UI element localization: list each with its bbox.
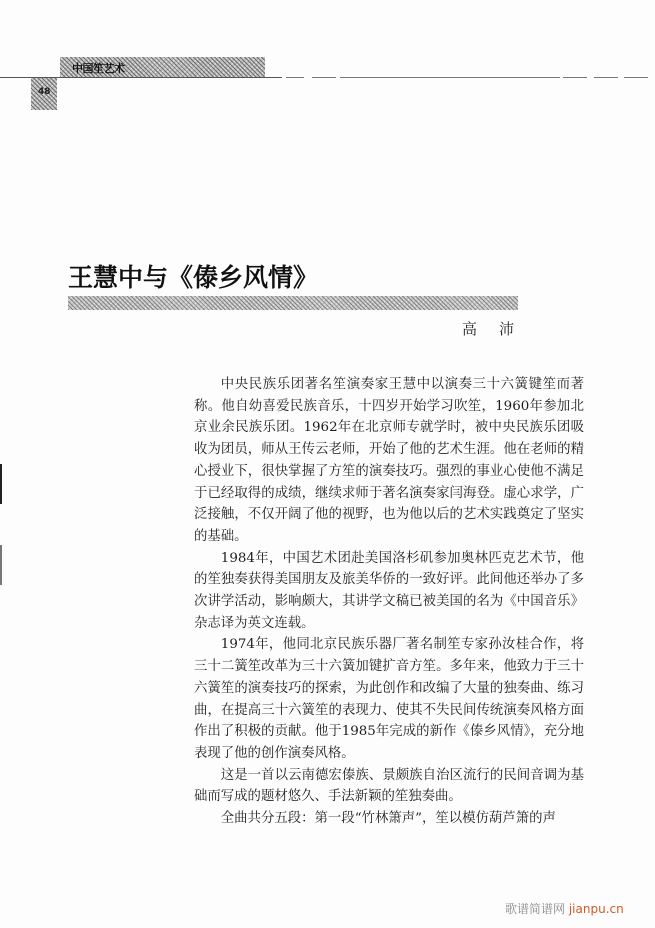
header-dash [312,77,336,78]
article-body [194,374,584,830]
watermark-domain: jianpu.cn [568,902,624,916]
article-author: 高沛 [462,320,537,338]
scan-margin-mark [0,545,2,585]
header-dash [594,77,618,78]
page-number: 48 [38,87,51,97]
paragraph: 中央民族乐团著名笙演奏家王慧中以演奏三十六簧键笙而著称。他自幼喜爱民族音乐，十四岁开始学习吹笙，1960年参加北京业余民族乐团。1962年在北京师专就学时，被中央民族乐团吸收为团员，师从王传云老师，开始了他的艺术生涯。他在老师的精心授业下，很快掌握了方笙的演奏技巧。强烈的事业心使他不满足于已经取得的成绩，继续求师于著名演奏家闫海登。虚心求学，广泛接触，不仅开阔了他的视野，也为他以后的艺术实践奠定了坚实的基础。 [194,377,584,544]
header-section-label: 中国笙艺术 [72,62,125,75]
header-dash [286,77,304,78]
paragraph: 全曲共分五段：第一段“竹林箫声”，笙以模仿葫芦箫的声 [220,811,556,827]
watermark [505,900,624,917]
watermark-site-name: 歌谱简谱网 [505,902,566,916]
header-dash [563,77,587,78]
title-underline-band [68,296,518,310]
scan-margin-mark [0,464,2,504]
paragraph: 1974年，他同北京民族乐器厂著名制笙专家孙汝桂合作，将三十二簧笙改革为三十六簧加键扩音方笙。多年来，他致力于三十六簧笙的演奏技巧的探索，为此创作和改编了大量的独奏曲、练习曲，在提高三十六簧笙的表现力、使其不失民间传统演奏风格方面作出了积极的贡献。他于1985年完成的新作《傣乡风情》，充分地表现了他的创作演奏风格。 [194,637,584,761]
article-title: 王慧中与《傣乡风情》 [68,263,319,292]
header-dash [624,77,648,78]
paragraph: 1984年，中国艺术团赴美国洛杉矶参加奥林匹克艺术节，他的笙独奏获得美国朋友及旅美华侨的一致好评。此间他还举办了多次讲学活动，影响颇大，其讲学文稿已被美国的名为《中国音乐》杂志译为英文连载。 [194,550,584,631]
header-dash [340,77,560,78]
paragraph: 这是一首以云南德宏傣族、景颇族自治区流行的民间音调为基础而写成的题材悠久、手法新颖的笙独奏曲。 [194,767,584,805]
